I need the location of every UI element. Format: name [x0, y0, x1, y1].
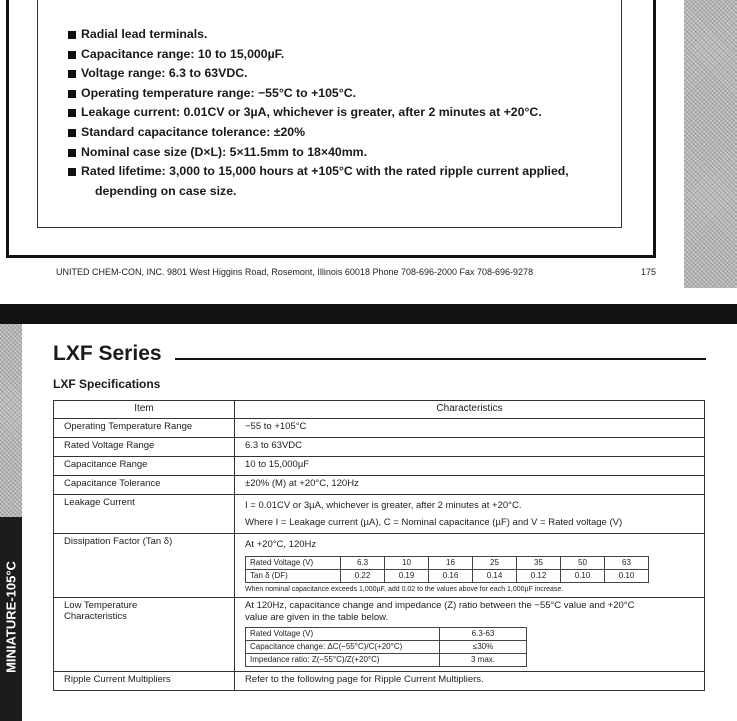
low-temp-subtable [245, 627, 527, 667]
df-condition: At +20°C, 120Hz [245, 539, 317, 550]
df-voltage-cell: 50 [561, 557, 605, 570]
row-item: Capacitance Range [54, 457, 235, 476]
feature-item: Operating temperature range: −55°C to +105°C. [68, 84, 569, 104]
square-bullet-icon [68, 70, 76, 78]
item-header: Item [54, 401, 235, 419]
low-temp-value: 3 max. [440, 654, 527, 667]
df-subtable [245, 556, 649, 583]
row-value [235, 534, 705, 598]
low-temp-subrow [246, 628, 527, 641]
page-divider-band [0, 304, 737, 324]
row-value: −55 to +105°C [235, 419, 705, 438]
feature-item: Leakage current: 0.01CV or 3µA, whichever is greater, after 2 minutes at +20°C. [68, 103, 569, 123]
df-tan-cell: 0.10 [605, 570, 649, 583]
page-number: 175 [641, 267, 657, 277]
table-row [54, 438, 705, 457]
title-rule [175, 358, 706, 360]
row-item: Ripple Current Multipliers [54, 672, 235, 691]
df-voltage-cell: 25 [473, 557, 517, 570]
row-value: 6.3 to 63VDC [235, 438, 705, 457]
row-item: Operating Temperature Range [54, 419, 235, 438]
row-value: 10 to 15,000µF [235, 457, 705, 476]
low-temp-subrow [246, 654, 527, 667]
low-temp-item-line-1: Low Temperature [64, 600, 138, 611]
df-voltage-cell: 35 [517, 557, 561, 570]
df-tan-cell: 0.14 [473, 570, 517, 583]
square-bullet-icon [68, 90, 76, 98]
right-halftone-strip [684, 0, 737, 288]
table-row [54, 457, 705, 476]
low-temp-label: Capacitance change: ΔC(−55°C)/C(+20°C) [246, 641, 440, 654]
table-row [54, 476, 705, 495]
df-note: When nominal capacitance exceeds 1,000µF, add 0.02 to the values above for each 1,000µF increase. [245, 586, 564, 593]
square-bullet-icon [68, 109, 76, 117]
df-voltage-label: Rated Voltage (V) [246, 557, 341, 570]
df-voltage-cell: 63 [605, 557, 649, 570]
row-item: Leakage Current [54, 495, 235, 534]
spec-table [53, 400, 705, 691]
low-temp-label: Impedance ratio: Z(−55°C)/Z(+20°C) [246, 654, 440, 667]
df-tan-row [246, 570, 649, 583]
page-footer [56, 267, 657, 277]
spec-heading: LXF Specifications [53, 377, 161, 391]
table-row [54, 419, 705, 438]
table-row [54, 672, 705, 691]
df-tan-cell: 0.22 [341, 570, 385, 583]
low-temp-text-2: value are given in the table below. [245, 612, 389, 623]
side-tab [0, 517, 22, 721]
feature-item: Standard capacitance tolerance: ±20% [68, 123, 569, 143]
characteristics-header: Characteristics [235, 401, 705, 419]
series-title: LXF Series [53, 342, 162, 365]
square-bullet-icon [68, 168, 76, 176]
row-value [235, 495, 705, 534]
df-tan-cell: 0.12 [517, 570, 561, 583]
row-item: Dissipation Factor (Tan δ) [54, 534, 235, 598]
feature-item: Rated lifetime: 3,000 to 15,000 hours at +105°C with the rated ripple current applied, depending on case size. [68, 162, 569, 201]
table-header-row [54, 401, 705, 419]
df-tan-label: Tan δ (DF) [246, 570, 341, 583]
row-value: Refer to the following page for Ripple Current Multipliers. [235, 672, 705, 691]
leakage-line-1: I = 0.01CV or 3µA, whichever is greater, after 2 minutes at +20°C. [245, 500, 522, 511]
square-bullet-icon [68, 149, 76, 157]
table-row [54, 598, 705, 672]
feature-item: Nominal case size (D×L): 5×11.5mm to 18×40mm. [68, 143, 569, 163]
df-tan-cell: 0.19 [385, 570, 429, 583]
low-temp-item-line-2: Characteristics [64, 611, 127, 622]
low-temp-value: 6.3-63 [440, 628, 527, 641]
feature-list [68, 25, 569, 201]
row-value [235, 598, 705, 672]
square-bullet-icon [68, 129, 76, 137]
row-item [54, 598, 235, 672]
footer-address: UNITED CHEM-CON, INC. 9801 West Higgins Road, Rosemont, Illinois 60018 Phone 708-696-2000 Fax 708-696-9278 [56, 267, 534, 277]
low-temp-value: ≤30% [440, 641, 527, 654]
df-voltage-row [246, 557, 649, 570]
square-bullet-icon [68, 31, 76, 39]
leakage-line-2: Where I = Leakage current (µA), C = Nominal capacitance (µF) and V = Rated voltage (V) [245, 517, 623, 528]
feature-continuation: depending on case size. [95, 183, 237, 198]
df-voltage-cell: 6.3 [341, 557, 385, 570]
table-row [54, 534, 705, 598]
row-item: Capacitance Tolerance [54, 476, 235, 495]
df-tan-cell: 0.10 [561, 570, 605, 583]
row-value: ±20% (M) at +20°C, 120Hz [235, 476, 705, 495]
side-tab-label: MINIATURE-105°C [3, 561, 19, 673]
table-row [54, 495, 705, 534]
feature-item: Radial lead terminals. [68, 25, 569, 45]
low-temp-label: Rated Voltage (V) [246, 628, 440, 641]
left-halftone-strip [0, 324, 22, 517]
df-tan-cell: 0.16 [429, 570, 473, 583]
df-voltage-cell: 10 [385, 557, 429, 570]
row-item: Rated Voltage Range [54, 438, 235, 457]
feature-item: Capacitance range: 10 to 15,000µF. [68, 45, 569, 65]
square-bullet-icon [68, 51, 76, 59]
low-temp-text-1: At 120Hz, capacitance change and impedance (Z) ratio between the −55°C value and +20°C [245, 600, 635, 611]
df-voltage-cell: 16 [429, 557, 473, 570]
low-temp-subrow [246, 641, 527, 654]
feature-item: Voltage range: 6.3 to 63VDC. [68, 64, 569, 84]
